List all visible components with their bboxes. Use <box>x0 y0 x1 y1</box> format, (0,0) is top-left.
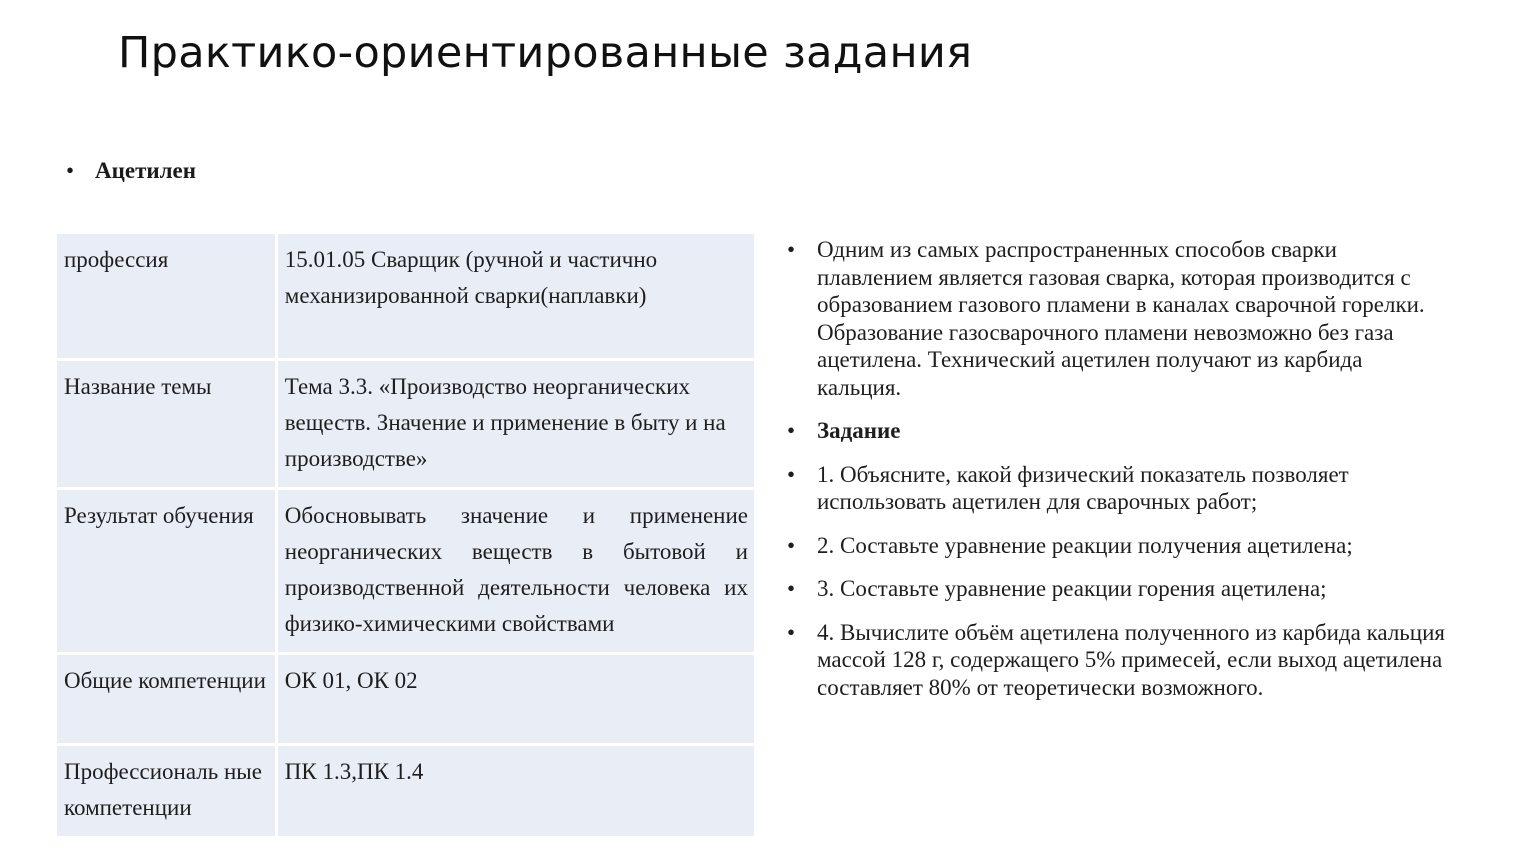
bullet-marker: • <box>787 461 796 487</box>
table-row <box>56 233 756 360</box>
table-value-cell: 15.01.05 Сварщик (ручной и частично механизированной сварки(наплавки) <box>276 233 755 360</box>
table-key-cell: Общие компетенции <box>56 654 277 745</box>
bullet-marker: • <box>66 158 75 183</box>
task-item: 2. Составьте уравнение реакции получения ацетилена; <box>817 532 1353 558</box>
table-key-cell: Результат обучения <box>56 489 277 654</box>
table-value-cell: ПК 1.3,ПК 1.4 <box>276 745 755 838</box>
table-value-cell: Обосновывать значение и применение неорганических веществ в бытовой и производственной деятельности человека их физико-химическими свойствами <box>276 489 755 654</box>
info-table <box>54 231 757 839</box>
table-row <box>56 745 756 838</box>
table-row <box>56 489 756 654</box>
list-item <box>787 461 1447 516</box>
task-item: 1. Объясните, какой физический показатель позволяет использовать ацетилен для сварочных работ; <box>817 461 1349 514</box>
table-row <box>56 360 756 489</box>
table-value-cell: Тема 3.3. «Производство неорганических веществ. Значение и применение в быту и на производстве» <box>276 360 755 489</box>
intro-text: Одним из самых распространенных способов сварки плавлением является газовая сварка, которая производится с образованием газового пламени в каналах сварочной горелки. Образование газосварочного пламени невозможно без газа ацетилена. Технический ацетилен получают из карбида кальция. <box>817 237 1425 400</box>
table-key-cell: Название темы <box>56 360 277 489</box>
bullet-marker: • <box>787 418 796 443</box>
bullet-marker: • <box>787 619 796 645</box>
list-item <box>787 619 1447 702</box>
topic-label: Ацетилен <box>95 158 196 183</box>
task-list <box>787 236 1447 717</box>
list-item <box>787 575 1447 603</box>
task-item: 4. Вычислите объём ацетилена полученного из карбида кальция массой 128 г, содержащего 5% примесей, если выход ацетилена составляет 80% от теоретически возможного. <box>817 619 1445 700</box>
list-item <box>787 236 1447 401</box>
bullet-marker: • <box>787 532 796 558</box>
bullet-marker: • <box>787 237 796 262</box>
topic-bullet <box>66 158 196 184</box>
slide-title: Практико-ориентированные задания <box>118 28 973 78</box>
list-item <box>787 417 1447 445</box>
table-key-cell: Профессиональ ные компетенции <box>56 745 277 838</box>
list-item <box>787 532 1447 560</box>
table-row <box>56 654 756 745</box>
bullet-marker: • <box>787 576 796 601</box>
table-value-cell: ОК 01, ОК 02 <box>276 654 755 745</box>
task-heading: Задание <box>817 418 901 443</box>
table-key-cell: профессия <box>56 233 277 360</box>
task-item: 3. Составьте уравнение реакции горения ацетилена; <box>817 576 1327 601</box>
